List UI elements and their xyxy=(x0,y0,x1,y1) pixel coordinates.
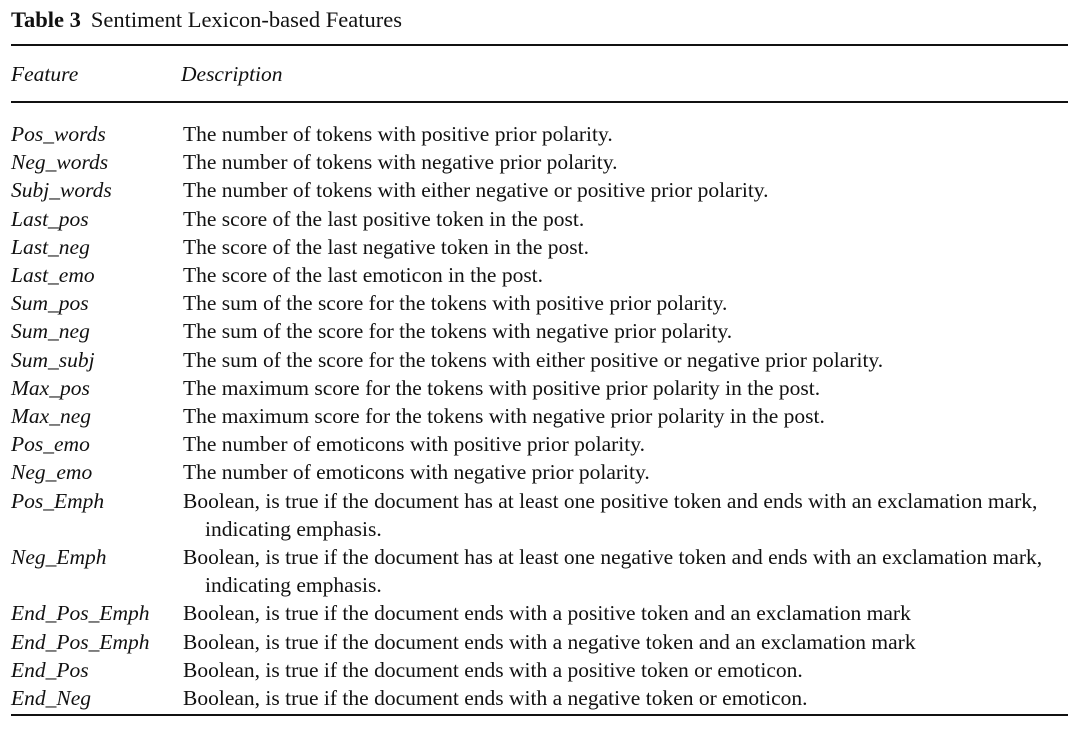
feature-name: Pos_emo xyxy=(11,432,90,457)
feature-description: The score of the last positive token in the post. xyxy=(183,206,585,231)
feature-name: Pos_Emph xyxy=(11,488,105,513)
feature-description: Boolean, is true if the document ends with a positive token or emoticon. xyxy=(183,657,803,682)
feature-name: Max_neg xyxy=(11,404,91,429)
header-rule xyxy=(11,101,1068,103)
feature-name: End_Pos_Emph xyxy=(11,629,150,654)
column-header-feature: Feature xyxy=(11,62,79,86)
feature-description: Boolean, is true if the document ends with a negative token and an exclamation mark xyxy=(183,629,916,654)
feature-description: Boolean, is true if the document ends with a positive token and an exclamation mark xyxy=(183,601,911,626)
column-header-description: Description xyxy=(181,62,283,86)
table-row xyxy=(0,402,1079,430)
table-row xyxy=(0,261,1079,289)
feature-description: The sum of the score for the tokens with positive prior polarity. xyxy=(183,291,728,316)
feature-name: Pos_words xyxy=(11,122,106,146)
bottom-rule xyxy=(11,714,1068,716)
table-row xyxy=(0,684,1079,712)
feature-name: Last_emo xyxy=(11,263,95,288)
table-header-row xyxy=(0,60,1079,90)
feature-name: Sum_subj xyxy=(11,347,95,372)
feature-description: The score of the last negative token in the post. xyxy=(183,234,589,259)
feature-name: Max_pos xyxy=(11,375,90,400)
table-row xyxy=(0,317,1079,345)
feature-description: The maximum score for the tokens with negative prior polarity in the post. xyxy=(183,404,825,429)
feature-description: Boolean, is true if the document ends with a negative token or emoticon. xyxy=(183,686,808,711)
table-row xyxy=(0,628,1079,656)
feature-description: The number of tokens with positive prior polarity. xyxy=(183,122,613,146)
feature-name: Neg_emo xyxy=(11,460,93,485)
table-row xyxy=(0,374,1079,402)
table-row xyxy=(0,487,1079,543)
table-row xyxy=(0,458,1079,486)
feature-description: The sum of the score for the tokens with negative prior polarity. xyxy=(183,319,733,344)
feature-name: Sum_pos xyxy=(11,291,89,316)
feature-description: The number of tokens with negative prior polarity. xyxy=(183,150,618,175)
table-row xyxy=(0,148,1079,176)
feature-description: Boolean, is true if the document has at least one positive token and ends with an exclamation mark, indicating emphasis. xyxy=(183,488,1038,541)
feature-description: The score of the last emoticon in the post. xyxy=(183,263,544,288)
table-row xyxy=(0,430,1079,458)
table-row xyxy=(0,233,1079,261)
feature-name: Last_neg xyxy=(11,234,90,259)
feature-name: End_Neg xyxy=(11,686,92,711)
feature-name: Subj_words xyxy=(11,178,112,203)
feature-description: The number of emoticons with positive prior polarity. xyxy=(183,432,645,457)
feature-description: The number of tokens with either negative or positive prior polarity. xyxy=(183,178,769,203)
feature-description: Boolean, is true if the document has at least one negative token and ends with an exclamation mark, indicating emphasis. xyxy=(183,545,1043,598)
feature-name: Last_pos xyxy=(11,206,89,231)
table-row xyxy=(0,176,1079,204)
feature-name: End_Pos xyxy=(11,657,89,682)
table-title: Sentiment Lexicon-based Features xyxy=(90,7,402,32)
feature-description: The maximum score for the tokens with positive prior polarity in the post. xyxy=(183,375,821,400)
feature-name: End_Pos_Emph xyxy=(11,601,150,626)
feature-name: Sum_neg xyxy=(11,319,90,344)
table-row xyxy=(0,120,1079,148)
table-row xyxy=(0,543,1079,599)
feature-name: Neg_Emph xyxy=(11,545,107,570)
table-body xyxy=(0,120,1079,712)
feature-description: The sum of the score for the tokens with either positive or negative prior polarity. xyxy=(183,347,884,372)
top-rule xyxy=(11,44,1068,46)
feature-name: Neg_words xyxy=(11,150,109,175)
table-row xyxy=(0,599,1079,627)
table-row xyxy=(0,656,1079,684)
feature-description: The number of emoticons with negative prior polarity. xyxy=(183,460,650,485)
table-row xyxy=(0,289,1079,317)
table-row xyxy=(0,205,1079,233)
table-row xyxy=(0,346,1079,374)
table-caption xyxy=(11,6,402,34)
table-label: Table 3 xyxy=(11,7,81,32)
